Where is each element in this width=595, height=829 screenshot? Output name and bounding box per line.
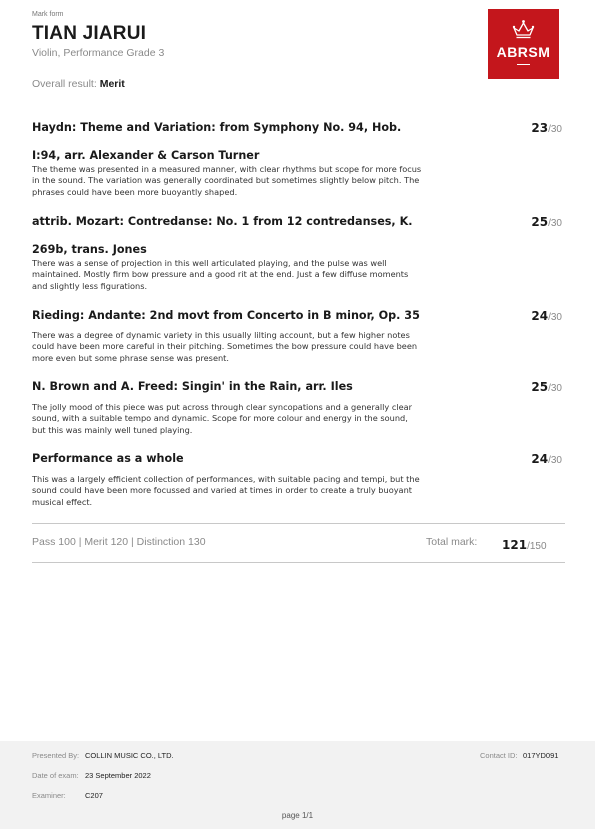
contact-id-label: Contact ID: <box>480 751 518 760</box>
overall-result-label: Overall result: <box>32 78 97 90</box>
piece-mark <box>502 373 562 403</box>
examiner-comment: There was a degree of dynamic variety in this usually lilting account, but a few higher notes could have been more careful in their pitching. Sometimes the bow pressure could have been more even but some phrase sense was present. <box>32 330 418 363</box>
exam-date-value: 23 September 2022 <box>85 771 151 780</box>
mark-max: /30 <box>548 218 562 229</box>
examiner-comment: The theme was presented in a measured manner, with clear rhythms but scope for more focus in the sound. The variation was generally coordinated but sometimes slightly below pitch. The phrases could have been more buoyantly shaped. <box>32 164 422 197</box>
presented-by-label: Presented By: <box>32 751 80 760</box>
mark-value: 23 <box>531 121 549 135</box>
mark-max: /30 <box>548 124 562 135</box>
piece-mark <box>502 114 562 144</box>
page-number: page 1/1 <box>281 811 314 820</box>
footer <box>0 741 595 829</box>
overall-result-value: Merit <box>99 78 125 90</box>
divider <box>32 562 565 563</box>
examiner-comment: There was a sense of projection in this well articulated playing, and the pulse was well maintained. Mostly firm bow pressure and a good rit at the end. Just a few diffuse moments and slightly less figurations. <box>32 258 409 291</box>
piece-mark <box>502 445 562 475</box>
total-mark-label: Total mark: <box>426 536 478 548</box>
logo-text: ABRSM <box>496 44 551 60</box>
total-mark <box>502 536 547 554</box>
exam-subtitle: Violin, Performance Grade 3 <box>32 47 165 59</box>
piece-title: Haydn: Theme and Variation: from Symphony No. 94, Hob. I:94, arr. Alexander & Carson Turner <box>32 121 402 162</box>
mark-form-label: Mark form <box>32 11 64 18</box>
candidate-name: TIAN JIARUI <box>32 23 147 44</box>
mark-value: 24 <box>531 309 549 323</box>
abrsm-logo <box>488 9 559 79</box>
examiner-comment: The jolly mood of this piece was put across through clear syncopations and a generally clear sound, with a suitable tempo and dynamic. Scope for more colour and energy in the sound, but this was mainly well tuned playing. <box>32 402 413 435</box>
piece-title: N. Brown and A. Freed: Singin' in the Rain, arr. Iles <box>32 380 353 393</box>
crown-icon <box>512 19 535 39</box>
examiner-comment: This was a largely efficient collection of performances, with suitable pacing and tempi, but the sound could have been more focussed and varied at times in order to create a truly buoyant musical effect. <box>32 474 420 507</box>
contact-id-value: 017YD091 <box>523 751 559 760</box>
mark-max: /30 <box>548 312 562 323</box>
examiner-label: Examiner: <box>32 791 66 800</box>
exam-date-label: Date of exam: <box>32 771 79 780</box>
total-mark-value: 121 <box>502 538 528 552</box>
piece-title: attrib. Mozart: Contredanse: No. 1 from 12 contredanses, K. 269b, trans. Jones <box>32 215 413 256</box>
mark-max: /30 <box>548 455 562 466</box>
mark-value: 25 <box>531 380 549 394</box>
mark-value: 24 <box>531 452 549 466</box>
mark-max: /30 <box>548 383 562 394</box>
piece-mark <box>502 302 562 332</box>
examiner-value: C207 <box>85 791 103 800</box>
piece-title: Performance as a whole <box>32 452 184 465</box>
logo-underline <box>517 64 530 65</box>
divider <box>32 523 565 524</box>
overall-result <box>32 78 125 90</box>
piece-mark <box>502 208 562 238</box>
mark-value: 25 <box>531 215 549 229</box>
piece-title: Rieding: Andante: 2nd movt from Concerto in B minor, Op. 35 <box>32 309 420 322</box>
presented-by-value: COLLIN MUSIC CO., LTD. <box>85 751 174 760</box>
grade-thresholds: Pass 100 | Merit 120 | Distinction 130 <box>32 536 206 548</box>
total-mark-max: /150 <box>527 541 547 552</box>
